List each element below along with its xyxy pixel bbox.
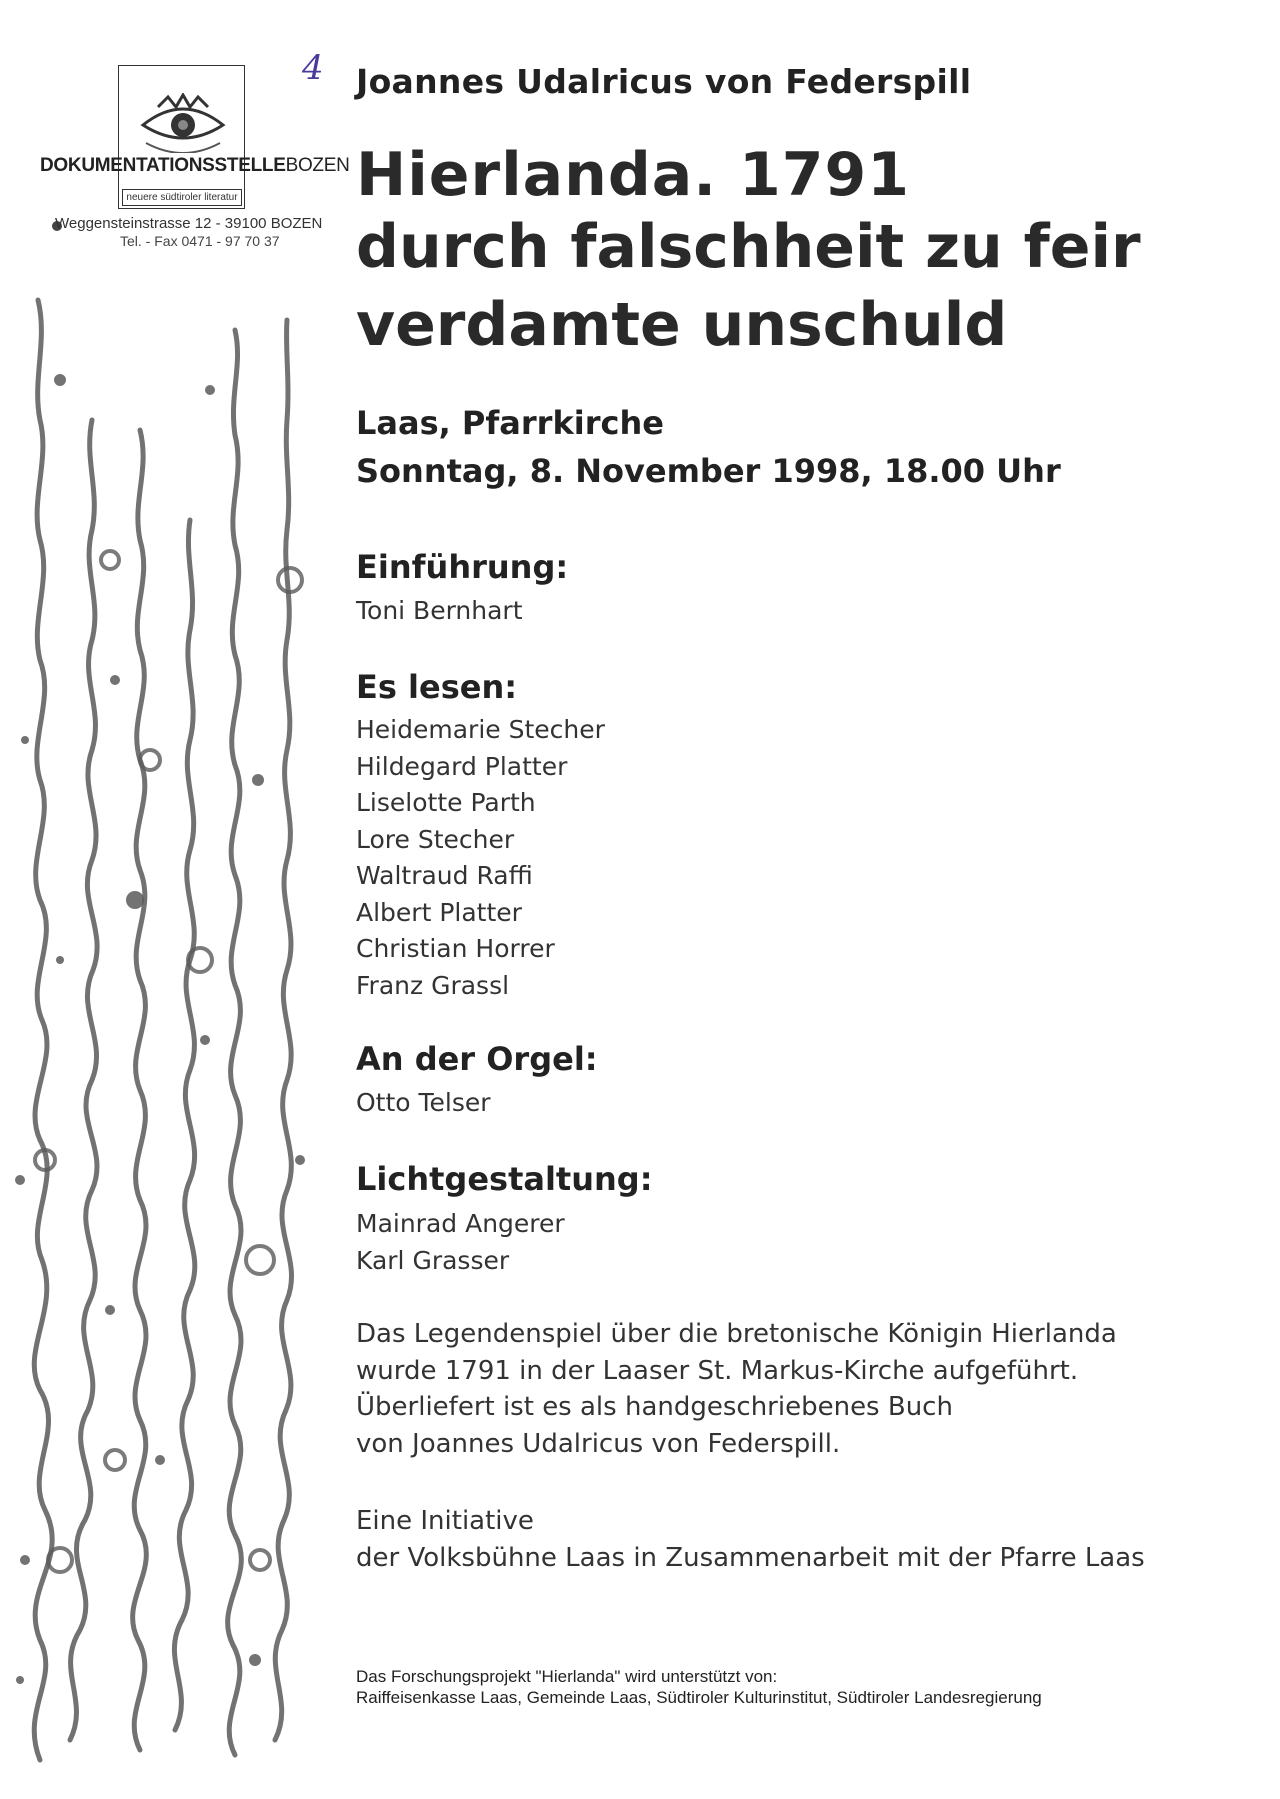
reader-name: Hildegard Platter: [356, 751, 568, 781]
eye-logo-icon: [138, 93, 228, 153]
introduction-name: Toni Bernhart: [356, 596, 523, 625]
reader-name: Lore Stecher: [356, 824, 515, 854]
stamp-title: DOKUMENTATIONSSTELLEBOZEN: [40, 155, 350, 176]
readers-list: [356, 712, 1256, 1004]
author-name: Joannes Udalricus von Federspill: [356, 62, 972, 101]
description-line: von Joannes Udalricus von Federspill.: [356, 1428, 841, 1459]
initiative-line: der Volksbühne Laas in Zusammenarbeit mit der Pfarre Laas: [356, 1542, 1145, 1573]
manuscript-handwriting-image: [0, 260, 330, 1790]
initiative-line: Eine Initiative: [356, 1506, 534, 1536]
handwritten-page-number: 4: [302, 48, 324, 88]
event-date: Sonntag, 8. November 1998, 18.00 Uhr: [356, 452, 1061, 490]
reader-name: Franz Grassl: [356, 970, 510, 1000]
lighting-heading: Lichtgestaltung:: [356, 1160, 653, 1198]
organ-heading: An der Orgel:: [356, 1040, 598, 1078]
initiative-paragraph: [356, 1503, 1256, 1576]
reader-name: Heidemarie Stecher: [356, 715, 605, 744]
reader-name: Christian Horrer: [356, 934, 555, 963]
stamp-address: Weggensteinstrasse 12 - 39100 BOZEN: [55, 215, 323, 232]
introduction-heading: Einführung:: [356, 548, 569, 586]
reader-name: Waltraud Raffi: [356, 861, 533, 890]
stamp-telephone: Tel. - Fax 0471 - 97 70 37: [120, 233, 280, 249]
reader-name: Liselotte Parth: [356, 788, 536, 817]
organ-name: Otto Telser: [356, 1088, 491, 1117]
description-line: Überliefert ist es als handgeschriebenes Buch: [356, 1392, 953, 1422]
readers-heading: Es lesen:: [356, 668, 518, 706]
title-line-3: verdamte unschuld: [356, 290, 1008, 360]
lighting-name: Mainrad Angerer: [356, 1209, 565, 1238]
description-line: Das Legendenspiel über die bretonische Königin Hierlanda: [356, 1319, 1117, 1349]
title-line-1: Hierlanda. 1791: [356, 140, 910, 210]
sponsors-intro: Das Forschungsprojekt "Hierlanda" wird unterstützt von:: [356, 1667, 778, 1686]
reader-name: Albert Platter: [356, 897, 522, 927]
stamp-subtitle: neuere südtiroler literatur: [122, 189, 242, 206]
lighting-list: [356, 1206, 1256, 1279]
sponsors-note: [356, 1666, 1256, 1708]
lighting-name: Karl Grasser: [356, 1245, 510, 1275]
event-place: Laas, Pfarrkirche: [356, 404, 664, 442]
sponsors-list: Raiffeisenkasse Laas, Gemeinde Laas, Südtiroler Kulturinstitut, Südtiroler Landesregierung: [356, 1688, 1042, 1707]
title-line-2: durch falschheit zu feir: [356, 212, 1141, 282]
description-line: wurde 1791 in der Laaser St. Markus-Kirche aufgeführt.: [356, 1355, 1079, 1386]
description-paragraph: [356, 1316, 1256, 1462]
